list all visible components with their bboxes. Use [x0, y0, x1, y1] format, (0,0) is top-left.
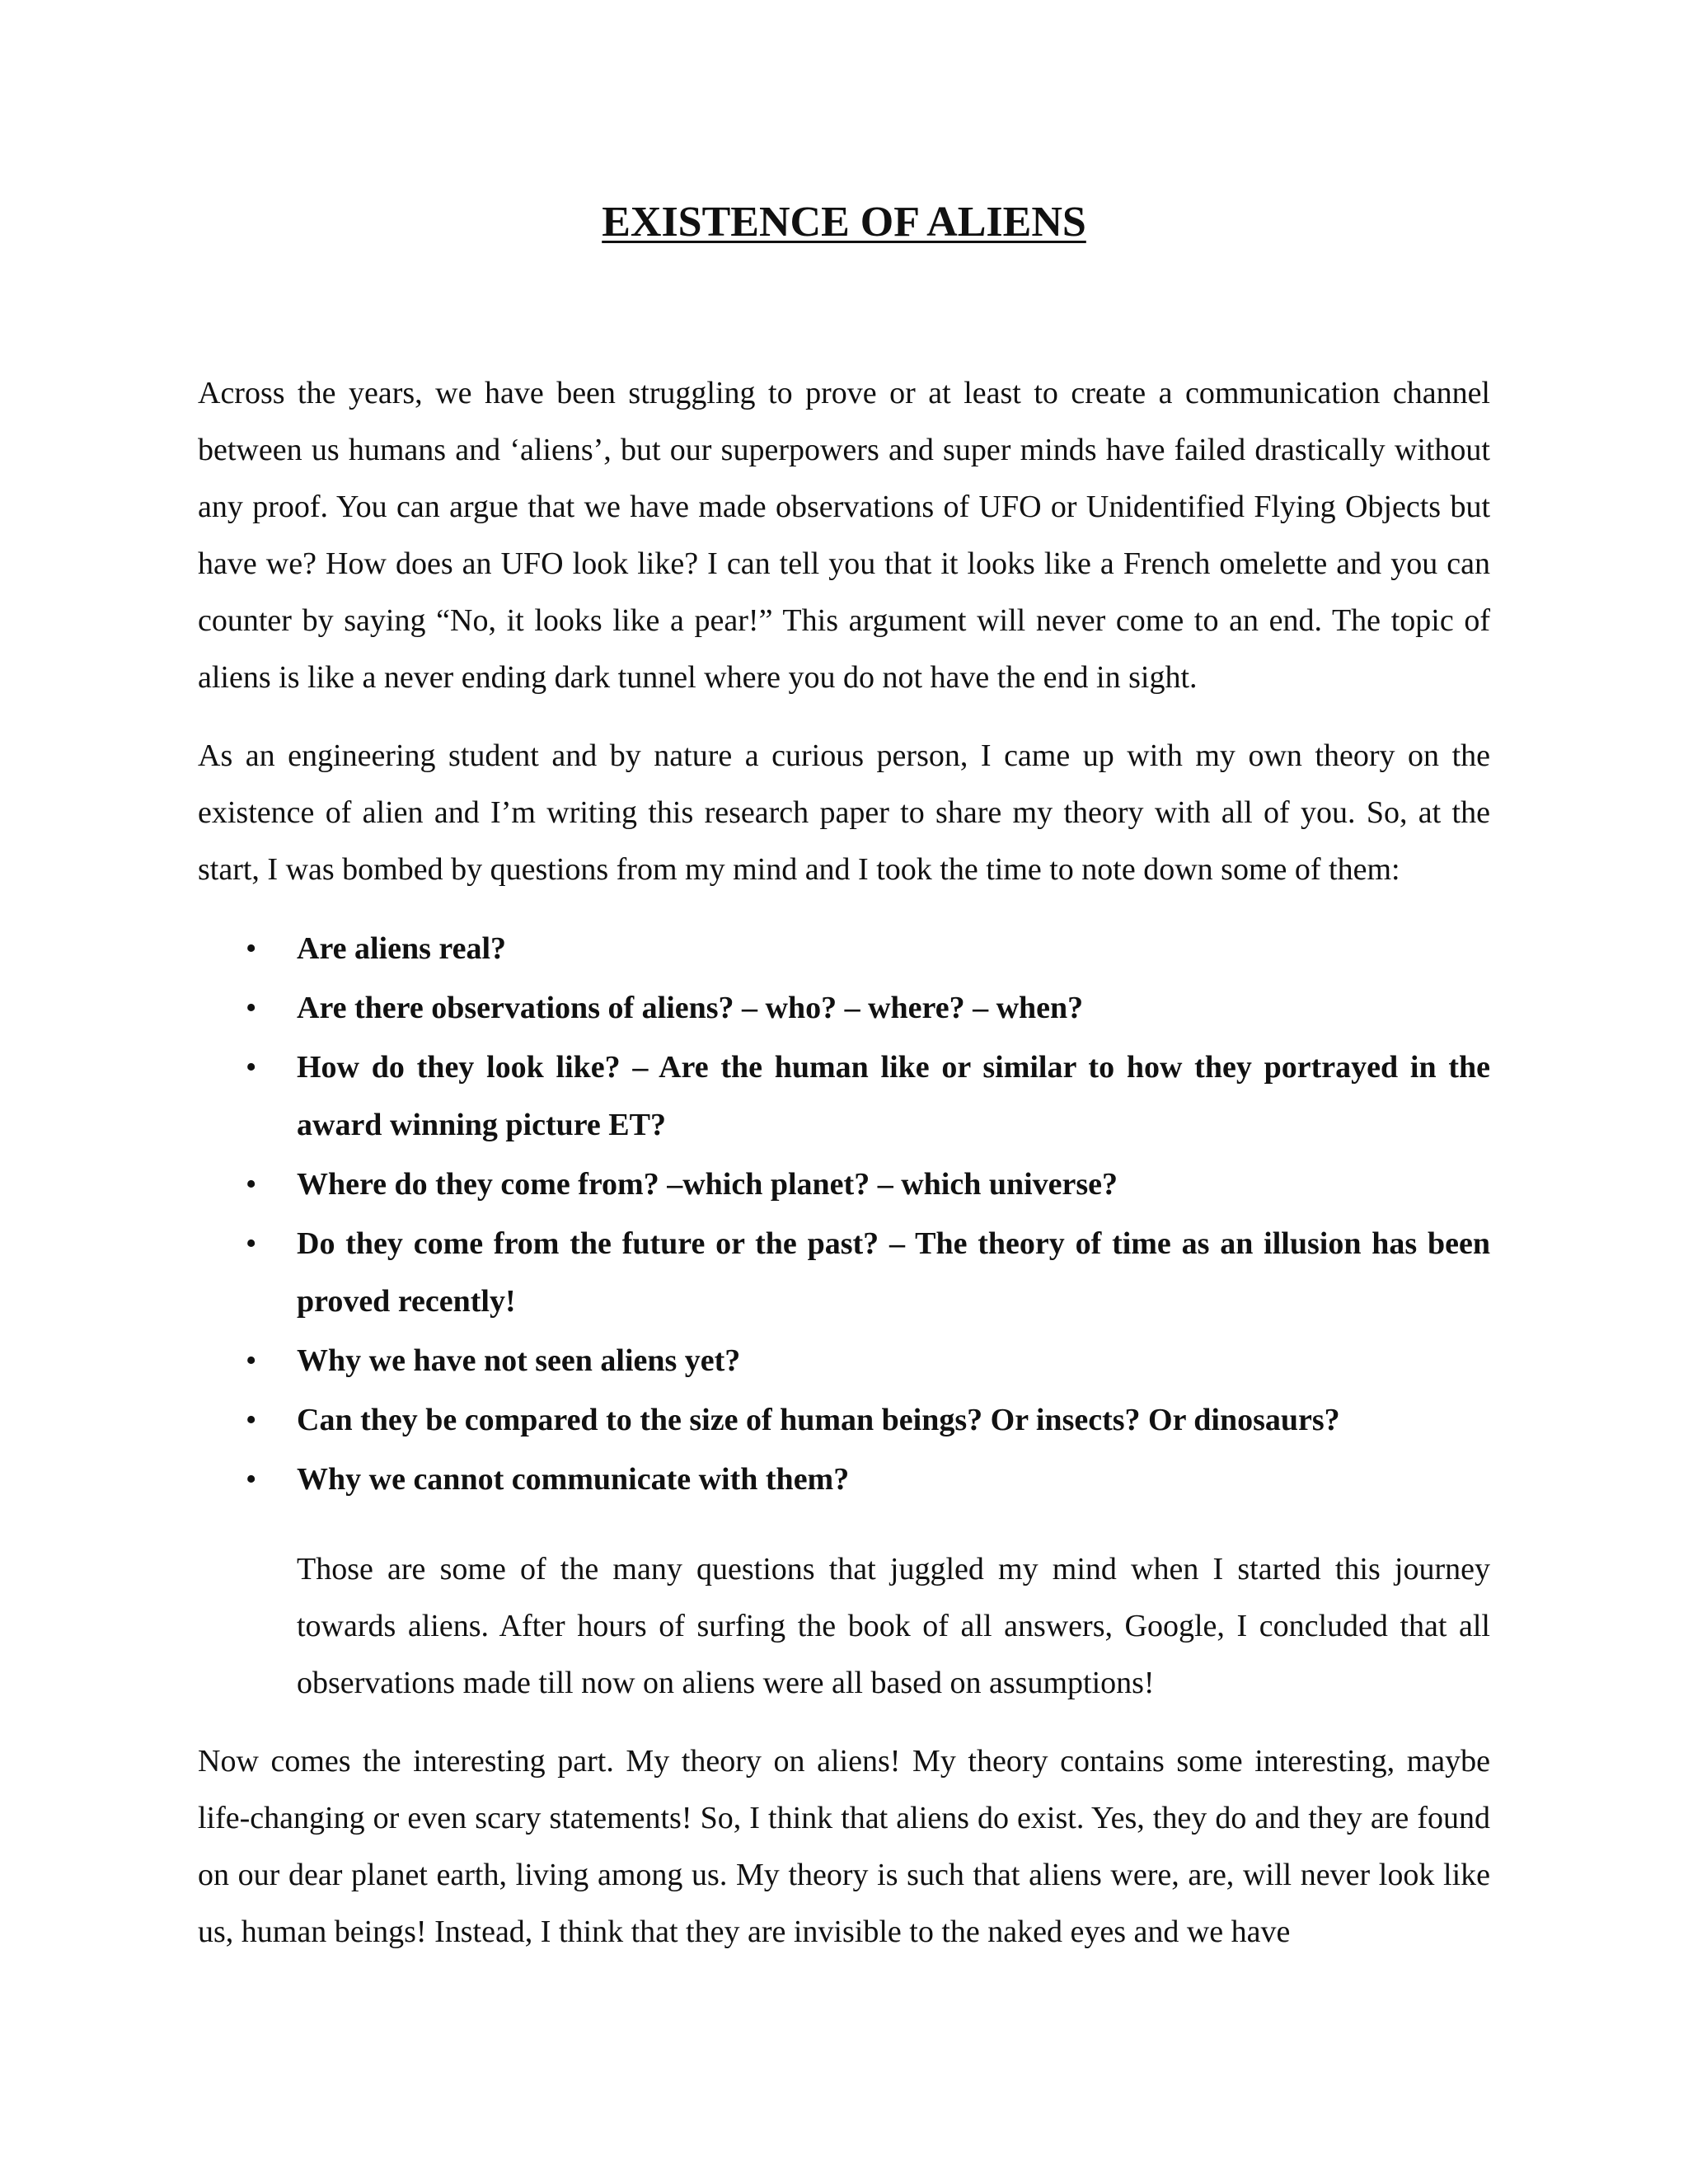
list-item	[198, 1155, 1490, 1213]
question-text: Are aliens real?	[297, 931, 506, 966]
bullet-icon: •	[246, 1462, 257, 1497]
document-body	[198, 365, 1490, 1982]
list-item	[198, 979, 1490, 1037]
bullet-icon: •	[246, 1050, 257, 1085]
document-title: EXISTENCE OF ALIENS	[602, 199, 1086, 246]
bullet-icon: •	[246, 1343, 257, 1378]
list-item	[198, 1038, 1490, 1154]
question-text: Why we have not seen aliens yet?	[297, 1343, 741, 1378]
question-text: Are there observations of aliens? – who? – where? – when?	[297, 991, 1084, 1025]
bullet-icon: •	[246, 1403, 257, 1437]
question-text: Can they be compared to the size of human beings? Or insects? Or dinosaurs?	[297, 1403, 1340, 1437]
bullet-icon: •	[246, 1226, 257, 1261]
bullet-icon: •	[246, 1167, 257, 1202]
question-text: Where do they come from? –which planet? – which universe?	[297, 1167, 1118, 1202]
bullet-icon: •	[246, 991, 257, 1025]
question-text: How do they look like? – Are the human like or similar to how they portrayed in the award winning picture ET?	[297, 1050, 1490, 1142]
list-item	[198, 1215, 1490, 1330]
list-item	[198, 920, 1490, 977]
list-item	[198, 1332, 1490, 1390]
paragraph-intro: Across the years, we have been struggling to prove or at least to create a communication channel between us humans and ‘aliens’, but our superpowers and super minds have failed drastically without any proof. You can argue that we have made observations of UFO or Unidentified Flying Objects but have we? How does an UFO look like? I can tell you that it looks like a French omelette and you can counter by saying “No, it looks like a pear!” This argument will never come to an end. The topic of aliens is like a never ending dark tunnel where you do not have the end in sight.	[198, 376, 1490, 695]
paragraph-theory-intro: As an engineering student and by nature a curious person, I came up with my own theory on the existence of alien and I’m writing this research paper to share my theory with all of you. So, at the start, I was bombed by questions from my mind and I took the time to note down some of them:	[198, 738, 1490, 887]
paragraph-conclusion: Those are some of the many questions that juggled my mind when I started this journey towards aliens. After hours of surfing the book of all answers, Google, I concluded that all observations made till now on aliens were all based on assumptions!	[297, 1552, 1490, 1700]
question-text: Do they come from the future or the past? – The theory of time as an illusion has been proved recently!	[297, 1226, 1490, 1319]
list-item	[198, 1451, 1490, 1508]
question-text: Why we cannot communicate with them?	[297, 1462, 850, 1497]
questions-list	[198, 920, 1490, 1508]
paragraph-my-theory: Now comes the interesting part. My theory on aliens! My theory contains some interesting, maybe life-changing or even scary statements! So, I think that aliens do exist. Yes, they do and they are found on our dear planet earth, living among us. My theory is such that aliens were, are, will never look like us, human beings! Instead, I think that they are invisible to the naked eyes and we have	[198, 1744, 1490, 1949]
bullet-icon: •	[246, 931, 257, 966]
list-item	[198, 1391, 1490, 1449]
